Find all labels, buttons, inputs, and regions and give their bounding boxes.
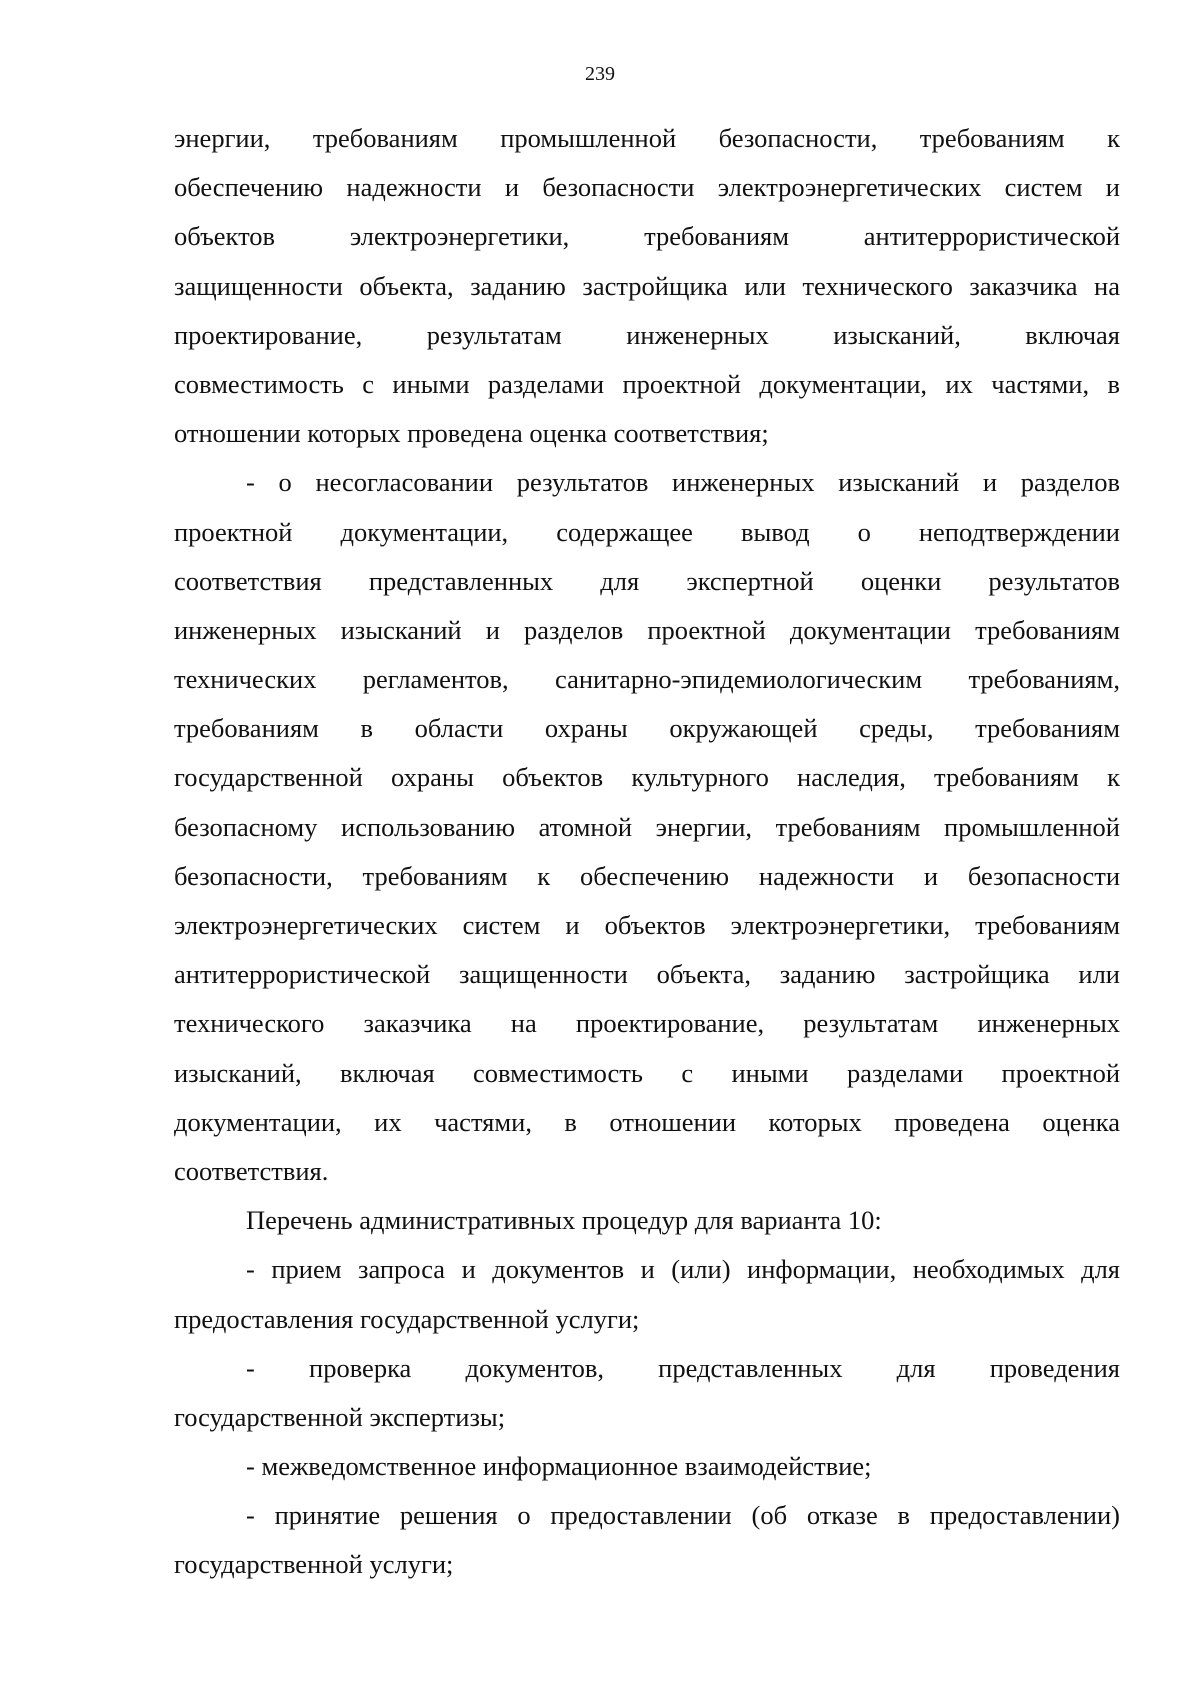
text-line: государственной услуги; [174, 1549, 454, 1580]
text-line: - межведомственное информационное взаимодействие; [246, 1451, 872, 1482]
text-line: соответствия. [174, 1155, 329, 1186]
text-line: совместимость с иными разделами проектной документации, их частями, в [174, 368, 1120, 399]
text-line: энергии, требованиям промышленной безопасности, требованиям к [174, 123, 1120, 153]
text-line: Перечень административных процедур для варианта 10: [246, 1205, 882, 1236]
text-line: изысканий, включая совместимость с иными разделами проектной [174, 1057, 1120, 1088]
text-line: предоставления государственной услуги; [174, 1303, 640, 1334]
text-line: защищенности объекта, заданию застройщика или технического заказчика на [174, 270, 1120, 301]
text-line: документации, их частями, в отношении которых проведена оценка [174, 1106, 1120, 1137]
text-line: обеспечению надежности и безопасности электроэнергетических систем и [174, 172, 1120, 203]
text-line: антитеррористической защищенности объекта, заданию застройщика или [174, 959, 1120, 990]
text-line: - принятие решения о предоставлении (об отказе в предоставлении) [246, 1500, 1120, 1531]
text-line: соответствия представленных для экспертной оценки результатов [174, 565, 1120, 596]
text-line: государственной экспертизы; [174, 1401, 506, 1432]
body-text [174, 114, 1120, 1590]
text-line: - проверка документов, представленных для проведения [246, 1352, 1120, 1383]
text-line: отношении которых проведена оценка соответствия; [174, 418, 769, 449]
page-number: 239 [585, 63, 615, 85]
text-line: проектирование, результатам инженерных изысканий, включая [174, 319, 1120, 350]
text-line: требованиям в области охраны окружающей среды, требованиям [174, 713, 1120, 744]
text-line: инженерных изысканий и разделов проектной документации требованиям [174, 614, 1120, 645]
text-line: проектной документации, содержащее вывод о неподтверждении [174, 516, 1120, 547]
text-line: - о несогласовании результатов инженерных изысканий и разделов [246, 467, 1120, 498]
text-line: электроэнергетических систем и объектов электроэнергетики, требованиям [174, 910, 1120, 940]
text-line: государственной охраны объектов культурного наследия, требованиям к [174, 762, 1120, 793]
text-line: технических регламентов, санитарно-эпидемиологическим требованиям, [174, 664, 1120, 695]
text-line: безопасности, требованиям к обеспечению надежности и безопасности [174, 860, 1120, 891]
text-line: технического заказчика на проектирование, результатам инженерных [174, 1008, 1120, 1039]
text-line: - прием запроса и документов и (или) информации, необходимых для [246, 1254, 1120, 1285]
text-line: безопасному использованию атомной энергии, требованиям промышленной [174, 811, 1120, 842]
text-line: объектов электроэнергетики, требованиям антитеррористической [174, 221, 1120, 252]
